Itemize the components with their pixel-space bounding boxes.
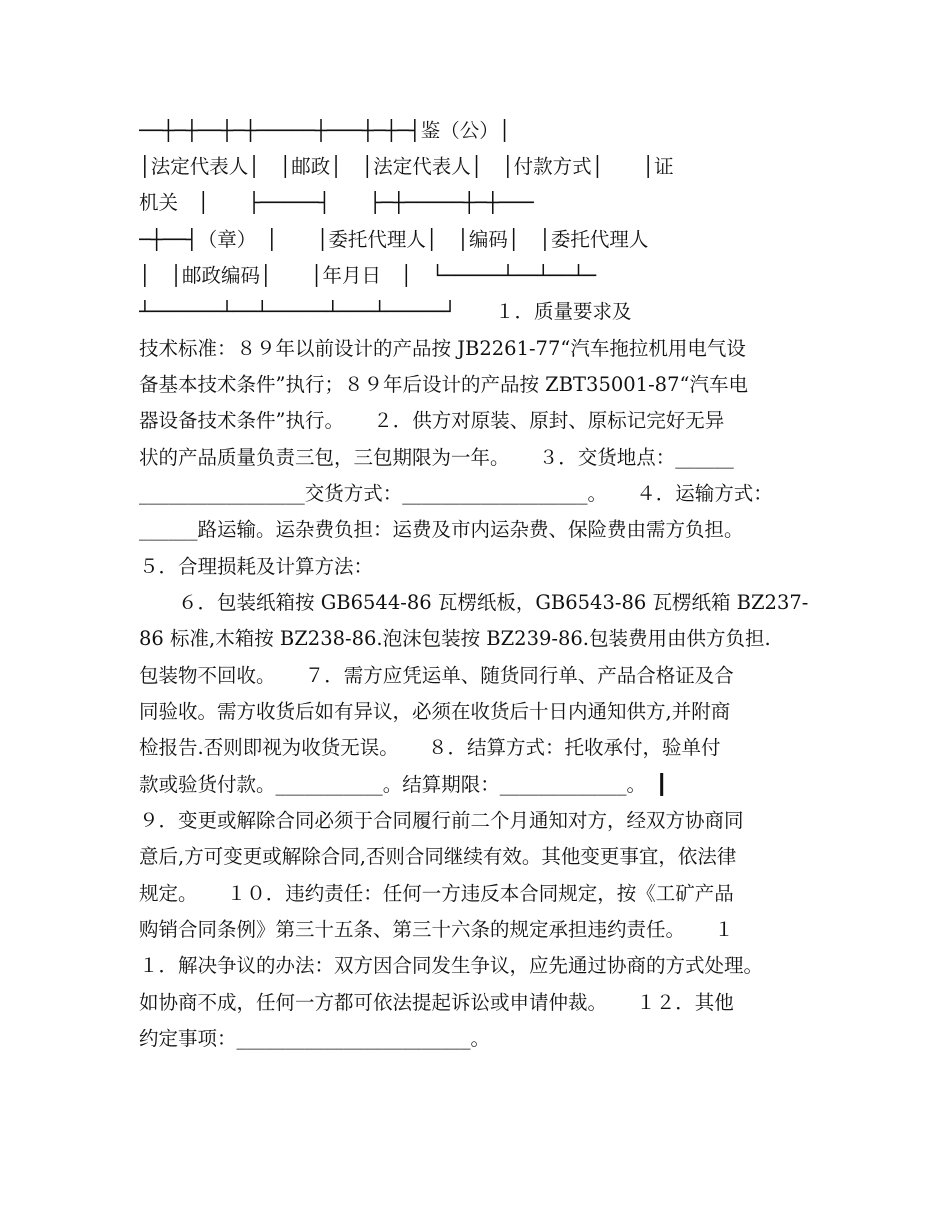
clause-text-line: 状的产品质量负责三包，三包期限为一年。 ３．交货地点：______ — [139, 446, 734, 469]
clause-text-line: 如协商不成，任何一方都可依法提起诉讼或申请仲裁。 １２．其他 — [139, 991, 734, 1014]
table-header-line-2: │法定代表人│ │邮政│ │法定代表人│ │付款方式│ │证 — [139, 155, 674, 178]
clause-text-line: 同验收。需方收货后如有异议，必须在收货后十日内通知供方,并附商 — [139, 700, 731, 723]
clause-text-line: 款或验货付款。___________。结算期限：_____________。 ┃ — [139, 773, 668, 796]
clause-text-line: 备基本技术条件”执行；８９年后设计的产品按 ZBT35001-87“汽车电 — [139, 373, 748, 396]
clause-text-line: １．解决争议的办法：双方因合同发生争议，应先通过协商的方式处理。 — [139, 954, 764, 977]
clause-text-line: 意后,方可变更或解除合同,否则合同继续有效。其他变更事宜，依法律 — [139, 845, 737, 868]
clause-text-line: 技术标准：８９年以前设计的产品按 JB2261-77“汽车拖拉机用电气设 — [139, 337, 746, 360]
table-line-3: 机关 │ ├─────┤ ├─┼─────┼─┼─── — [139, 191, 534, 214]
clause-text-line: 器设备技术条件”执行。 ２．供方对原装、原封、原标记完好无异 — [139, 409, 725, 432]
table-border-line-1: ──┼─┼──┼─┼─────┼───┼─┼─┤鉴（公）│ — [139, 119, 511, 142]
clause-text-line: ５．合理损耗及计算方法： — [139, 555, 374, 578]
clause-text-line: 86 标准,木箱按 BZ238-86.泡沫包装按 BZ239-86.包装费用由供方负担. — [139, 627, 771, 650]
clause-text-line: 购销合同条例》第三十五条、第三十六条的规定承担违约责任。 １ — [139, 918, 734, 941]
clause-text-line: ６．包装纸箱按 GB6544-86 瓦楞纸板，GB6543-86 瓦楞纸箱 BZ237- — [139, 591, 809, 614]
clause-text-line: 约定事项：________________________。 — [139, 1027, 491, 1050]
table-line-5: │ │邮政编码│ │年月日 │ └─────┴──┴──┴─ — [139, 264, 597, 287]
table-line-6: ┴──────┴──┴─────┴───┴─────┘ １．质量要求及 — [139, 300, 632, 323]
clause-text-line: ９．变更或解除合同必须于合同履行前二个月通知对方，经双方协商同 — [139, 809, 744, 832]
clause-text-line: 规定。 １０．违约责任：任何一方违反本合同规定，按《工矿产品 — [139, 882, 734, 905]
clause-text-line: 包装物不回收。 ７．需方应凭运单、随货同行单、产品合格证及合 — [139, 664, 734, 687]
clause-text-line: _________________交货方式：___________________。 ４．运输方式： — [139, 482, 773, 505]
clause-text-line: 检报告.否则即视为收货无误。 ８．结算方式：托收承付，验单付 — [139, 736, 721, 759]
clause-text-line: ______路运输。运杂费负担：运费及市内运杂费、保险费由需方负担。 — [139, 518, 744, 541]
table-line-4: ─┼──┤（章） │ │委托代理人│ │编码│ │委托代理人 — [139, 228, 649, 251]
